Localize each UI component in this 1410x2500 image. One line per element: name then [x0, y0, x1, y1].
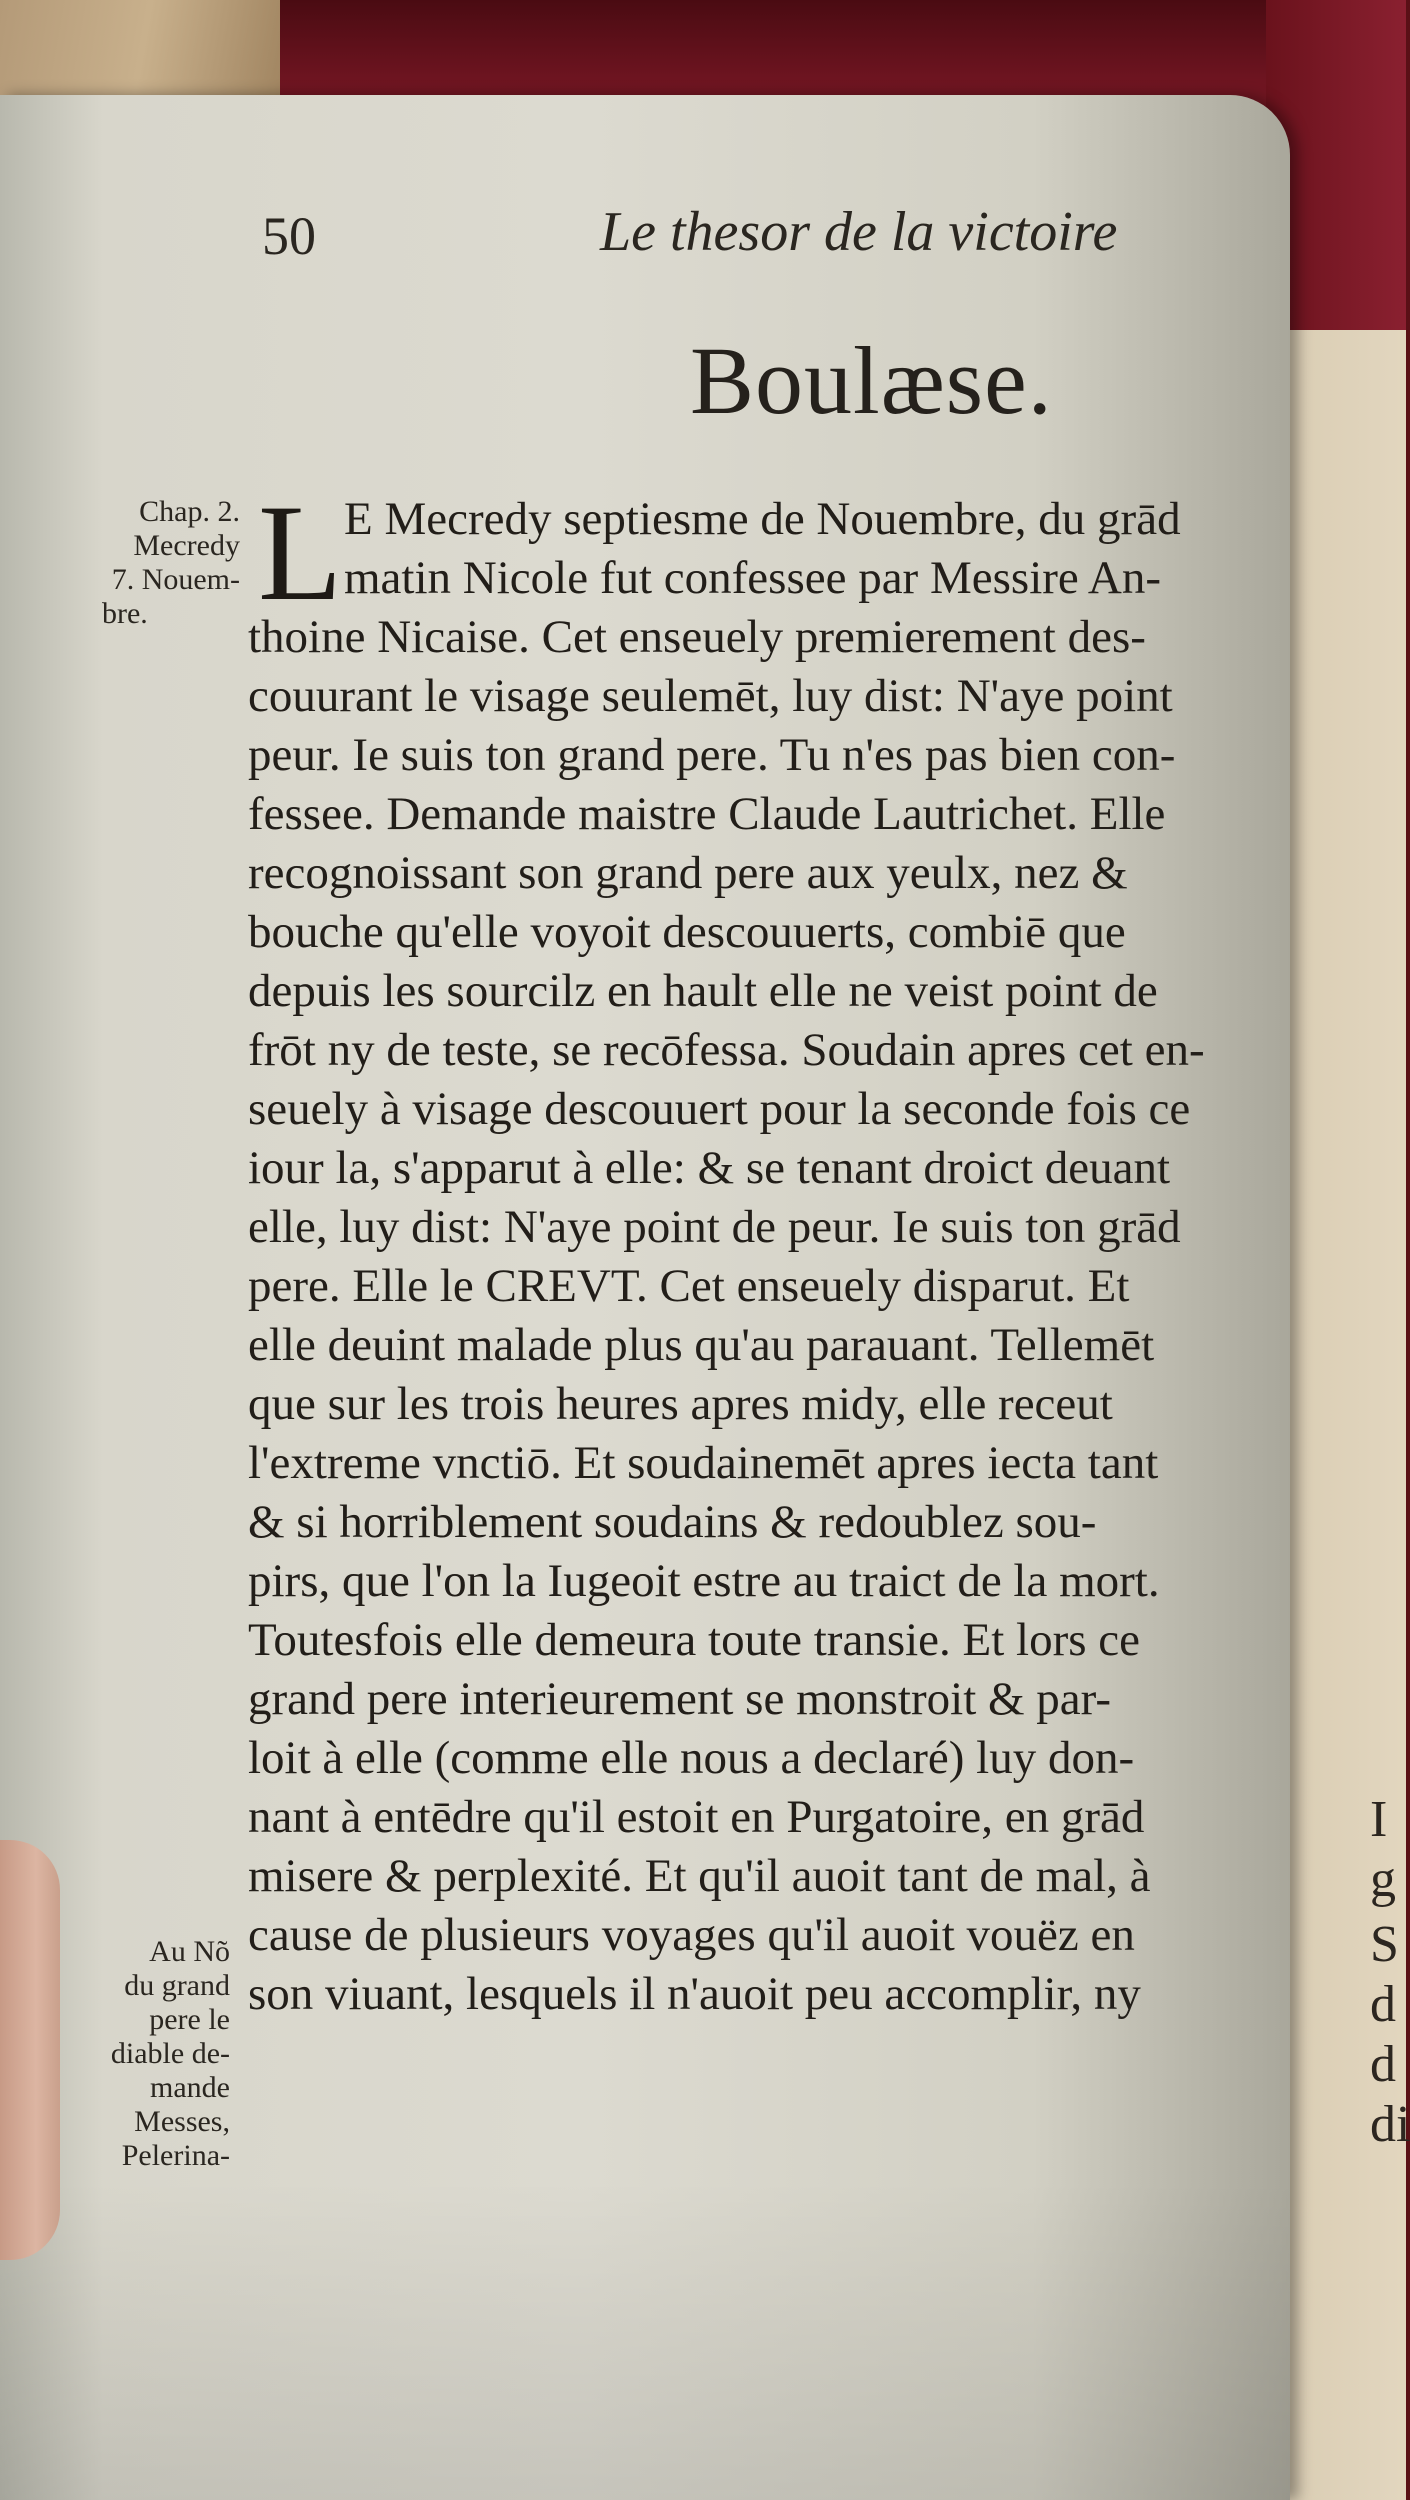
- margin-note-line: du grand: [124, 1969, 230, 2002]
- page-number: 50: [262, 206, 316, 266]
- text-line: grand pere interieurement se monstroit & par-: [248, 1673, 1112, 1725]
- running-head: Le thesor de la victoire: [600, 201, 1118, 263]
- text-line: pere. Elle le CREVT. Cet enseuely disparut. Et: [248, 1260, 1130, 1312]
- facing-page-fragment: S: [1370, 1916, 1399, 1973]
- text-line: frōt ny de teste, se recōfessa. Soudain apres cet en-: [248, 1024, 1205, 1076]
- text-line: peur. Ie suis ton grand pere. Tu n'es pas bien con-: [248, 729, 1176, 781]
- text-line: couurant le visage seulemēt, luy dist: N'aye point: [248, 670, 1173, 722]
- margin-note-line: mande: [150, 2071, 230, 2104]
- text-line: recognoissant son grand pere aux yeulx, nez &: [248, 847, 1128, 899]
- text-line: seuely à visage descouuert pour la seconde fois ce: [248, 1083, 1191, 1135]
- text-line: loit à elle (comme elle nous a declaré) luy don-: [248, 1732, 1135, 1784]
- text-line: cause de plusieurs voyages qu'il auoit vouëz en: [248, 1909, 1135, 1961]
- margin-note-bottom: [50, 1935, 230, 2173]
- text-line: que sur les trois heures apres midy, elle receut: [248, 1378, 1113, 1430]
- margin-note-line: Messes,: [134, 2105, 230, 2138]
- text-line: depuis les sourcilz en hault elle ne veist point de: [248, 965, 1158, 1017]
- text-line: elle deuint malade plus qu'au parauant. Tellemēt: [248, 1319, 1155, 1371]
- text-line: Toutesfois elle demeura toute transie. Et lors ce: [248, 1614, 1141, 1666]
- body-text: [248, 476, 1268, 2024]
- text-line: nant à entēdre qu'il estoit en Purgatoire, en grād: [248, 1791, 1145, 1843]
- text-line: elle, luy dist: N'aye point de peur. Ie suis ton grād: [248, 1201, 1181, 1253]
- margin-note-line: Chap. 2.: [139, 495, 240, 528]
- margin-note-top: [60, 495, 240, 631]
- text-line: pirs, que l'on la Iugeoit estre au traict de la mort.: [248, 1555, 1160, 1607]
- text-line: matin Nicole fut confessee par Messire An-: [344, 552, 1162, 604]
- text-line: iour la, s'apparut à elle: & se tenant droict deuant: [248, 1142, 1171, 1194]
- text-line: E Mecredy septiesme de Nouembre, du grād: [344, 493, 1181, 545]
- facing-page-fragment: d: [1370, 1976, 1396, 2033]
- text-line: & si horriblement soudains & redoublez sou-: [248, 1496, 1097, 1548]
- text-line: misere & perplexité. Et qu'il auoit tant de mal, à: [248, 1850, 1151, 1902]
- text-line: l'extreme vnctiō. Et soudainemēt apres iecta tant: [248, 1437, 1159, 1489]
- facing-page-fragment: I: [1370, 1791, 1388, 1848]
- margin-note-line: diable de-: [110, 2037, 230, 2070]
- margin-note-line: pere le: [149, 2003, 230, 2036]
- text-line: son viuant, lesquels il n'auoit peu accomplir, ny: [248, 1968, 1141, 2020]
- text-line: fessee. Demande maistre Claude Lautrichet. Elle: [248, 788, 1166, 840]
- page-shadow: [0, 2180, 1290, 2500]
- margin-note-line: 7. Nouem-: [111, 563, 240, 596]
- facing-page-fragment: g: [1370, 1851, 1396, 1908]
- margin-note-line: bre.: [102, 597, 148, 630]
- margin-note-line: Pelerina-: [121, 2139, 230, 2172]
- margin-note-line: Mecredy: [133, 529, 240, 562]
- text-line: thoine Nicaise. Cet enseuely premierement des-: [248, 611, 1146, 663]
- facing-page-fragment: d: [1370, 2036, 1396, 2093]
- section-title: Boulæse.: [690, 327, 1053, 434]
- margin-note-line: Au Nõ: [149, 1935, 230, 1968]
- text-line: bouche qu'elle voyoit descouuerts, combiē que: [248, 906, 1126, 958]
- drop-cap: L: [258, 476, 343, 629]
- facing-page-fragment: di: [1370, 2096, 1410, 2153]
